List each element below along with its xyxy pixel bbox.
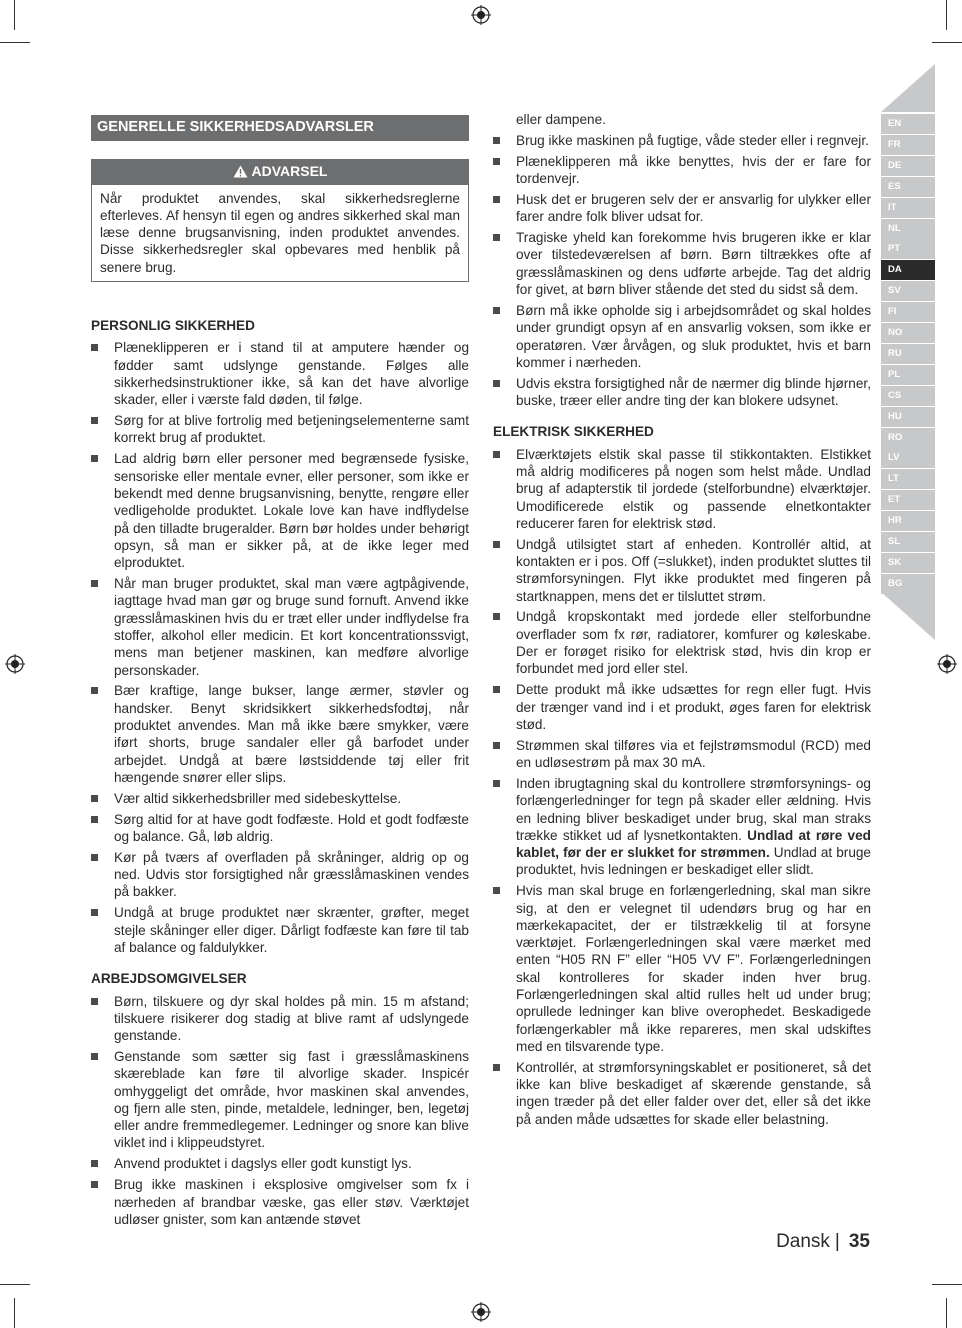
- bullet-square-icon: [493, 1064, 500, 1071]
- bullet-square-icon: [493, 887, 500, 894]
- language-tab-es[interactable]: ES: [881, 177, 935, 197]
- footer-separator: |: [834, 1231, 840, 1252]
- crop-mark: [0, 42, 30, 43]
- list-item-text: Vær altid sikkerhedsbriller med sidebeskyttelse.: [114, 790, 402, 806]
- list-item-text: Sørg for at blive fortrolig med betjeningselementerne samt korrekt brug af produktet.: [114, 413, 469, 446]
- list-item-text: Undgå at bruge produktet nær skrænter, grøfter, meget stejle skåninger eller diger. Dårligt fodfæste kan føre til tab af balance og faldulykker.: [114, 905, 469, 955]
- list-item: [91, 339, 469, 408]
- bullet-square-icon: [91, 455, 98, 462]
- language-tab-ro[interactable]: RO: [881, 428, 935, 448]
- work-area-list-continued: [493, 132, 871, 409]
- language-tab-sk[interactable]: SK: [881, 553, 935, 573]
- list-item: [91, 790, 469, 807]
- crop-mark: [932, 42, 962, 43]
- list-item: [91, 682, 469, 786]
- warning-triangle-icon: [233, 165, 248, 178]
- work-area-heading: ARBEJDSOMGIVELSER: [91, 971, 247, 987]
- work-area-list: [91, 993, 469, 1229]
- language-tab-bg[interactable]: BG: [881, 574, 935, 594]
- crop-mark: [946, 0, 947, 30]
- warning-label: ADVARSEL: [251, 163, 328, 180]
- language-tab-fi[interactable]: FI: [881, 302, 935, 322]
- crop-mark: [14, 1298, 15, 1328]
- bullet-square-icon: [91, 854, 98, 861]
- list-item: [493, 882, 871, 1055]
- list-item-text: Børn må ikke opholde sig i arbejdsområdet og skal holdes under grundigt opsyn af en ansvarlig voksen, som ikke er operatøren. Vær årvågen, og sluk produktet, hvis et barn kommer i nærheden.: [516, 302, 871, 370]
- list-item-text: Brug ikke maskinen i eksplosive omgivelser som fx i nærheden af brandbar væske, gas eller støv. Værktøjet udløser gnister, som kan antænde støvet: [114, 1177, 469, 1227]
- language-tab-hr[interactable]: HR: [881, 511, 935, 531]
- registration-mark-icon: [5, 654, 25, 674]
- warning-text: Når produktet anvendes, skal sikkerhedsreglerne efterleves. Af hensyn til egen og andres sikkerhed skal man læse denne brugsanvisning, inden produktet anvendes. Disse sikkerhedsregler skal opbevares med henblik på senere brug.: [100, 190, 460, 275]
- list-item-text: Børn, tilskuere og dyr skal holdes på min. 15 m afstand; tilskuere risikerer dog stadig at blive ramt af udslyngede genstande.: [114, 993, 469, 1044]
- personal-safety-list: [91, 339, 469, 956]
- language-tab-it[interactable]: IT: [881, 198, 935, 218]
- bullet-square-icon: [493, 234, 500, 241]
- list-item: [493, 536, 871, 605]
- right-column: [493, 111, 871, 1142]
- language-tab-et[interactable]: ET: [881, 490, 935, 510]
- registration-mark-icon: [937, 654, 957, 674]
- list-item: [493, 132, 871, 149]
- bullet-square-icon: [91, 417, 98, 424]
- left-column: [91, 115, 469, 1242]
- electrical-safety-heading: ELEKTRISK SIKKERHED: [493, 424, 654, 440]
- language-tab-de[interactable]: DE: [881, 156, 935, 176]
- list-item-text: Dette produkt må ikke udsættes for regn eller fugt. Hvis der trænger vand ind i et produkt, øges faren for elektrisk stød.: [516, 682, 871, 732]
- list-item: [493, 191, 871, 226]
- language-tab-lv[interactable]: LV: [881, 448, 935, 468]
- bullet-square-icon: [91, 795, 98, 802]
- language-tab-pl[interactable]: PL: [881, 365, 935, 385]
- list-item: [493, 302, 871, 371]
- list-item: [91, 993, 469, 1045]
- list-item: [91, 450, 469, 571]
- list-item: [493, 153, 871, 188]
- page-footer: [776, 1231, 870, 1253]
- bullet-square-icon: [91, 580, 98, 587]
- list-item: [91, 1155, 469, 1172]
- bullet-square-icon: [493, 541, 500, 548]
- list-item-text: Hvis man skal bruge en forlængerledning, skal man sikre sig, at den er velegnet til udendørs brug og har en mærkekapacitet, der er tilstrækkelig til at forsyne værktøjet. Forlængerledningen skal være mærket med enten “H05 RN F” eller “H05 VV F”. Forlængerledningen skal kontrolleres for skader inden hver brug. Forlængerledningen skal altid rulles helt ud under brug; oprullede ledninger kan blive overophedet. Beskadigede forlængerkabler må ikke repareres, men skal udskiftes med en tilsvarende type.: [516, 883, 871, 1054]
- bullet-square-icon: [91, 1181, 98, 1188]
- list-item-text: Sørg altid for at have godt fodfæste. Hold et godt fodfæste og balance. Gå, løb aldrig.: [114, 811, 469, 844]
- footer-language: Dansk: [776, 1231, 830, 1252]
- bullet-square-icon: [91, 687, 98, 694]
- list-item-text: Tragiske yheld kan forekomme hvis brugeren ikke er klar over tilstedeværelsen af børn. Børn tiltrækkes ofte af græsslåmaskinen og dens udførte arbejde. Tag det aldrig for givet, at børn bliver stående det sted du sidst så dem.: [516, 230, 871, 298]
- bullet-square-icon: [493, 137, 500, 144]
- list-item: [493, 681, 871, 733]
- crop-mark: [0, 1284, 30, 1285]
- language-tab-pt[interactable]: PT: [881, 239, 935, 259]
- list-item: [91, 811, 469, 846]
- list-item-text: Brug ikke maskinen på fugtige, våde steder eller i regnvejr.: [516, 132, 869, 148]
- list-item-text: Undgå utilsigtet start af enheden. Kontrollér altid, at kontakten er i pos. Off (=slukket), inden produktet sluttes til strømforsyningen. Flyt ikke produktet med fingeren på startknappen, mens det er tilsluttet strøm.: [516, 536, 871, 604]
- list-item: [91, 575, 469, 679]
- list-item: [91, 849, 469, 901]
- registration-mark-icon: [471, 5, 491, 25]
- bullet-square-icon: [91, 1160, 98, 1167]
- bullet-square-icon: [493, 780, 500, 787]
- language-tab-da[interactable]: DA: [881, 260, 935, 280]
- electrical-safety-list: [493, 446, 871, 1128]
- warning-header: [92, 160, 468, 184]
- list-item-text: Elværktøjets elstik skal passe til stikkontakten. Elstikket må aldrig modificeres på nogen som helst måde. Undlad brug af adapterstik til jordede (stelforbundne) elværktøjer. Umodificerede elstik og passende elnetkontakter reducerer faren for elektrisk stød.: [516, 446, 871, 531]
- bullet-square-icon: [91, 909, 98, 916]
- list-item-text: Strømmen skal tilføres via et fejlstrømsmodul (RCD) med en udløsestrøm på max 30 mA.: [516, 737, 871, 771]
- list-item-text: Når man bruger produktet, skal man være agtpågivende, iagttage hvad man gør og bruge sund fornuft. Anvend ikke græsslåmaskinen hvis du er træt eller under indflydelse fra stoffer, alkohol eller medicin. Et kort koncentrationssvigt, mens man betjener maskinen, kan medføre alvorlige personskader.: [114, 576, 469, 678]
- list-item-text: Kontrollér, at strømforsyningskablet er positioneret, så det ikke kan blive beskadiget af skærende genstande, så ingen træder på det eller falder over det, eller så det ikke på anden måde udsættes for skade eller belastning.: [516, 1059, 871, 1127]
- list-item-text: Lad aldrig børn eller personer med begrænsede fysiske, sensoriske eller mentale evner, eller personer, som ikke er bekendt med denne brugsanvisning, benytte, rengøre eller vedligeholde produktet. Lokale love kan have indflydelse på den tilladte brugeralder. Børn bør holdes under behørigt opsyn, så man er sikker på, at de ikke leger med elproduktet.: [114, 451, 469, 571]
- list-item: [493, 608, 871, 677]
- list-item: [493, 737, 871, 772]
- list-item-text: Husk det er brugeren selv der er ansvarlig for ulykker eller farer andre folk bliver udsat for.: [516, 191, 871, 225]
- list-item: [493, 775, 871, 879]
- language-tab-nl[interactable]: NL: [881, 219, 935, 239]
- bullet-square-icon: [493, 742, 500, 749]
- list-item-text: Plæneklipperen må ikke benyttes, hvis der er fare for tordenvejr.: [516, 153, 871, 187]
- list-item-continuation: eller dampene.: [516, 112, 606, 127]
- bullet-square-icon: [493, 307, 500, 314]
- language-tab-en[interactable]: EN: [881, 114, 935, 134]
- list-item: [493, 229, 871, 298]
- language-tab-cs[interactable]: CS: [881, 386, 935, 406]
- list-item: [493, 446, 871, 532]
- bullet-square-icon: [493, 613, 500, 620]
- bullet-square-icon: [493, 686, 500, 693]
- registration-mark-icon: [471, 1302, 491, 1322]
- list-item-text: Bær kraftige, lange bukser, lange ærmer, støvler og handsker. Benyt skridsikkert sikkerhedsfodtøj, når produktet anvendes. Man må ikke bære smykker, være iført shorts, bruge sandaler eller gå barfodet under arbejdet. Undgå at bære løstsiddende tøj eller frit hængende snører eller slips.: [114, 683, 469, 785]
- language-tab-sv[interactable]: SV: [881, 281, 935, 301]
- warning-box: [91, 159, 469, 282]
- list-item: [91, 904, 469, 956]
- language-tab-lt[interactable]: LT: [881, 469, 935, 489]
- bullet-square-icon: [91, 1053, 98, 1060]
- page-number: 35: [848, 1231, 870, 1252]
- bullet-square-icon: [493, 196, 500, 203]
- list-item: [91, 412, 469, 447]
- language-tab-ru[interactable]: RU: [881, 344, 935, 364]
- list-item-text: Plæneklipperen er i stand til at amputere hænder og fødder samt udslynge genstande. Følges alle sikkerhedsinstruktioner ikke, så kan det have alvorlige skader, eller i værste fald døden, til følge.: [114, 340, 469, 408]
- list-item-text: Anvend produktet i dagslys eller godt kunstigt lys.: [114, 1156, 412, 1172]
- bullet-square-icon: [91, 998, 98, 1005]
- list-item-text: Undlad at bruge produktet, hvis ledningen er beskadiget eller slidt.: [516, 845, 871, 878]
- list-item: [91, 1176, 469, 1228]
- list-item: [91, 1048, 469, 1152]
- crop-mark: [14, 0, 15, 30]
- bullet-square-icon: [91, 344, 98, 351]
- crop-mark: [946, 1298, 947, 1328]
- list-item-text: Kør på tværs af overfladen på skråninger, aldrig op og ned. Udvis stor forsigtighed når græsslåmaskinen vendes på bakker.: [114, 849, 469, 900]
- language-tab-sl[interactable]: SL: [881, 532, 935, 552]
- list-item-text: Genstande som sætter sig fast i græsslåmaskinens skæreblade kan føre til alvorlige skader. Inspicér omhyggeligt det område, hvor maskinen skal anvendes, og fjern alle sten, pinde, metaldele, ledninger, ben, legetøj eller andre fremmedlegemer. Ledninger og snore kan blive viklet ind i klippeudstyret.: [114, 1049, 469, 1151]
- bullet-square-icon: [493, 451, 500, 458]
- list-item-text: Inden ibrugtagning skal du kontrollere strømforsynings- og forlængerledninger for tegn på skader eller ældning. Hvis en ledning bliver beskadiget under brug, skal man straks trække stikket ud af lysnetkontakten.: [516, 775, 871, 843]
- language-tab-fr[interactable]: FR: [881, 135, 935, 155]
- section-title: GENERELLE SIKKERHEDSADVARSLER: [91, 115, 469, 141]
- list-item-text: Undgå kropskontakt med jordede eller stelforbundne overflader som fx rør, radiatorer, komfurer og køleskabe. Der er forøget risiko for elektrisk stød, hvis din krop er forbundet med jord eller stel.: [516, 609, 871, 677]
- list-item: [493, 1059, 871, 1128]
- language-tab-hu[interactable]: HU: [881, 407, 935, 427]
- bullet-square-icon: [493, 380, 500, 387]
- list-item-text: Udvis ekstra forsigtighed når de nærmer dig blinde hjørner, buske, træer eller andre ting der kan blokere udsynet.: [516, 375, 871, 409]
- personal-safety-heading: PERSONLIG SIKKERHED: [91, 318, 255, 334]
- bullet-square-icon: [91, 816, 98, 823]
- list-item-bold-text: Undlad at røre ved kablet, før der er slukket for strømmen.: [516, 827, 871, 861]
- bullet-square-icon: [493, 158, 500, 165]
- crop-mark: [932, 1284, 962, 1285]
- list-item: [493, 375, 871, 410]
- language-tab-no[interactable]: NO: [881, 323, 935, 343]
